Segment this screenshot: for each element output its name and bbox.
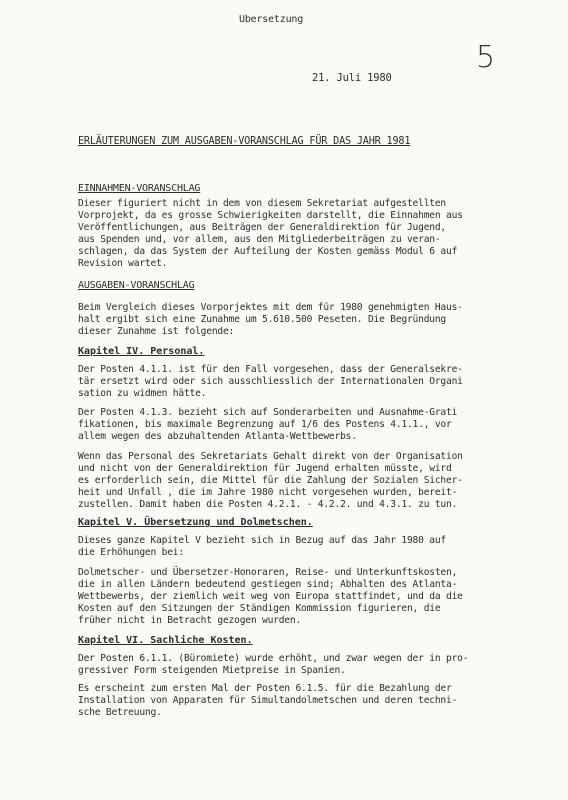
paragraph-line: Dieses ganze Kapitel V bezieht sich in Bezug auf das Jahr 1980 auf [78,535,447,546]
paragraph-line: und nicht von der Generaldirektion für Jugend erhalten müsste, wird [78,463,452,474]
paragraph-line: Installation von Apparaten für Simultandolmetschen und deren techni- [78,695,458,706]
paragraph-line: aus Spenden und, vor allem, aus den Mitgliederbeiträgen zu veran- [78,234,441,245]
chapter-heading-v: Kapitel V. Übersetzung und Dolmetschen. [78,517,313,528]
translation-label: Ubersetzung [239,14,304,25]
paragraph-line: halt ergibt sich eine Zunahme um 5.610.500 Peseten. Die Begründung [78,314,447,325]
paragraph-line: gressiver Form steigenden Mietpreise in Spanien. [78,665,346,676]
chapter-heading-vi: Kapitel VI. Sachliche Kosten. [78,635,253,646]
paragraph-line: Wenn das Personal des Sekretariats Gehalt direkt von der Organisation [78,451,463,462]
paragraph-line: früher nicht in Betracht gezogen wurden. [78,615,302,626]
document-title: ERLÄUTERUNGEN ZUM AUSGABEN-VORANSCHLAG FÜR DAS JAHR 1981 [78,136,411,147]
paragraph-line: Revision wartet. [78,258,168,269]
paragraph-line: dieser Zunahme ist folgende: [78,326,235,337]
paragraph-line: heit und Unfall , die im Jahre 1980 nicht vorgesehen wurden, bereit- [78,487,458,498]
section-heading-ausgaben: AUSGABEN-VORANSCHLAG [78,280,195,291]
paragraph-line: es erforderlich sein, die Mittel für die Zahlung der Sozialen Sicher- [78,475,463,486]
section-heading-einnahmen: EINNAHMEN-VORANSCHLAG [78,183,201,194]
paragraph-line: zustellen. Damit haben die Posten 4.2.1. - 4.2.2. und 4.3.1. zu tun. [78,499,458,510]
paragraph-line: Dieser figuriert nicht in dem von diesem Sekretariat aufgestellten [78,198,447,209]
paragraph-line: allem wegen des abzuhaltenden Atlanta-Wettbewerbs. [78,431,357,442]
paragraph-line: die in allen Ländern bedeutend gestiegen sind; Abhalten des Atlanta- [78,579,458,590]
paragraph-line: sche Betreuung. [78,707,162,718]
chapter-heading-iv: Kapitel IV. Personal. [78,346,205,357]
paragraph-line: Der Posten 4.1.3. bezieht sich auf Sonderarbeiten und Ausnahme-Grati [78,407,458,418]
paragraph-line: tär ersetzt wird oder sich ausschliesslich der Internationalen Organi [78,376,463,387]
paragraph-line: schlagen, da das System der Aufteilung der Kosten gemäss Modul 6 auf [78,246,458,257]
paragraph-line: Wettbewerbs, der ziemlich weit weg von Europa stattfindet, und da die [78,591,463,602]
paragraph-line: Kosten auf den Sitzungen der Ständigen Kommission figurieren, die [78,603,441,614]
paragraph-line: Dolmetscher- und Übersetzer-Honoraren, Reise- und Unterkunftskosten, [78,567,458,578]
handwritten-page-number: 5 [476,40,495,75]
paragraph-line: sation zu widmen hätte. [78,388,207,399]
paragraph-line: Veröffentlichungen, aus Beiträgen der Generaldirektion für Jugend, [78,222,447,233]
paragraph-line: Vorprojekt, da es grosse Schwierigkeiten darstellt, die Einnahmen aus [78,210,463,221]
paragraph-line: Beim Vergleich dieses Vorporjektes mit dem für 1980 genehmigten Haus- [78,302,463,313]
paragraph-line: die Erhöhungen bei: [78,547,184,558]
paragraph-line: Der Posten 6.1.1. (Büromiete) wurde erhöht, und zwar wegen der in pro- [78,653,469,664]
paragraph-line: fikationen, bis maximale Begrenzung auf 1/6 des Postens 4.1.1., vor [78,419,452,430]
paragraph-line: Der Posten 4.1.1. ist für den Fall vorgesehen, dass der Generalsekre- [78,364,463,375]
document-date: 21. Juli 1980 [312,72,392,84]
paragraph-line: Es erscheint zum ersten Mal der Posten 6.1.5. für die Bezahlung der [78,683,452,694]
